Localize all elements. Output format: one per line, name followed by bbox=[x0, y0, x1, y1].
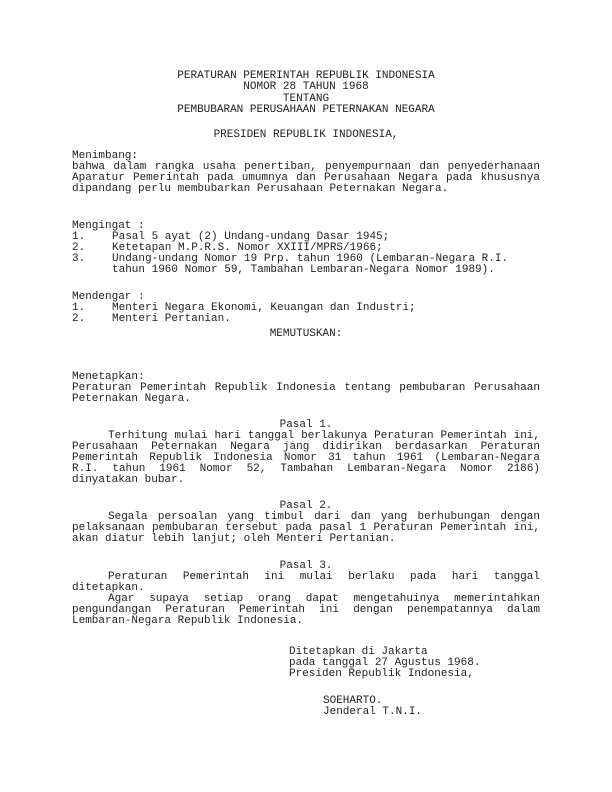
list-text: Pasal 5 ayat (2) Undang-undang Dasar 1945; bbox=[112, 231, 390, 243]
signatory bbox=[323, 696, 543, 718]
signature-block bbox=[289, 647, 549, 680]
menetapkan-section bbox=[72, 372, 540, 405]
list-number: 2. bbox=[72, 242, 86, 254]
mendengar-section bbox=[72, 292, 540, 325]
title-number: NOMOR 28 TAHUN 1968 bbox=[243, 81, 369, 94]
list-number: 1. bbox=[72, 231, 86, 243]
menimbang-label: Menimbang: bbox=[72, 150, 139, 162]
menimbang-section bbox=[72, 151, 540, 195]
article-heading: Pasal 1. bbox=[279, 419, 333, 431]
memutuskan-text: MEMUTUSKAN: bbox=[269, 328, 343, 340]
list-number: 1. bbox=[72, 302, 86, 314]
article-heading: Pasal 3. bbox=[279, 560, 333, 572]
mendengar-label: Mendengar : bbox=[72, 291, 145, 303]
signature-date: pada tanggal 27 Agustus 1968. bbox=[289, 657, 481, 669]
title-subject: PEMBUBARAN PERUSAHAAN PETERNAKAN NEGARA bbox=[177, 103, 435, 116]
signature-place: Ditetapkan di Jakarta bbox=[289, 646, 428, 658]
mengingat-item bbox=[72, 254, 540, 276]
list-text: Menteri Negara Ekonomi, Keuangan dan Industri; bbox=[112, 302, 416, 314]
list-text: Ketetapan M.P.R.S. Nomor XXIII/MPRS/1966; bbox=[112, 242, 383, 254]
mengingat-label: Mengingat : bbox=[72, 220, 145, 232]
list-number: 3. bbox=[72, 253, 86, 265]
signatory-name: SOEHARTO. bbox=[323, 695, 383, 707]
article-paragraph: Agar supaya setiap orang dapat mengetahuinya memerintahkan pengundangan Peraturan Pemerintah ini dengan penempatannya dalam Lembaran-Negara Republik Indonesia. bbox=[72, 593, 540, 627]
mendengar-item bbox=[72, 314, 540, 325]
article-2 bbox=[72, 501, 540, 545]
decision-heading bbox=[72, 329, 540, 340]
article-3 bbox=[72, 561, 540, 627]
issuer-heading bbox=[72, 130, 540, 141]
list-text: Menteri Pertanian. bbox=[112, 313, 231, 325]
list-text: Undang-undang Nomor 19 Prp. tahun 1960 (Lembaran-Negara R.I. tahun 1960 Nomor 59, Tambahan Lembaran-Negara Nomor 1989). bbox=[112, 253, 509, 276]
title-tentang: TENTANG bbox=[282, 92, 330, 105]
menimbang-text: bahwa dalam rangka usaha penertiban, penyempurnaan dan penyederhanaan Aparatur Pemerintah pada umumnya dan Perusahaan Negara pada khususnya dipandang perlu membubarkan Perusahaan Peternakan Negara. bbox=[72, 161, 540, 195]
issuer-text: PRESIDEN REPUBLIK INDONESIA, bbox=[213, 129, 399, 141]
article-paragraph: Segala persoalan yang timbul dari dan yang berhubungan dengan pelaksanaan pembubaran tersebut pada pasal 1 Peraturan Pemerintah ini, akan diatur lebih lanjut; oleh Menteri Pertanian. bbox=[72, 511, 540, 545]
mengingat-section bbox=[72, 221, 540, 276]
document-title bbox=[72, 71, 540, 116]
signature-title: Presiden Republik Indonesia, bbox=[289, 668, 474, 680]
article-paragraph: Peraturan Pemerintah ini mulai berlaku pada hari tanggal ditetapkan. bbox=[72, 571, 540, 594]
article-1 bbox=[72, 420, 540, 486]
signatory-rank: Jenderal T.N.I. bbox=[323, 706, 423, 718]
title-line: PERATURAN PEMERINTAH REPUBLIK INDONESIA bbox=[177, 70, 435, 82]
article-paragraph: Terhitung mulai hari tanggal berlakunya Peraturan Pemerintah ini, Perusahaan Peternakan Negara jang didirikan berdasarkan Peraturan Pemerintah Republik Indonesia Nomor 31 tahun 1961 (Lembaran-Negara R.I. tahun 1961 Nomor 52, Tambahan Lembaran-Negara Nomor 2186) dinyatakan bubar. bbox=[72, 430, 540, 486]
list-number: 2. bbox=[72, 313, 86, 325]
menetapkan-text: Peraturan Pemerintah Republik Indonesia tentang pembubaran Perusahaan Peternakan Negara. bbox=[72, 382, 540, 405]
article-heading: Pasal 2. bbox=[279, 500, 333, 512]
menetapkan-label: Menetapkan: bbox=[72, 371, 145, 383]
